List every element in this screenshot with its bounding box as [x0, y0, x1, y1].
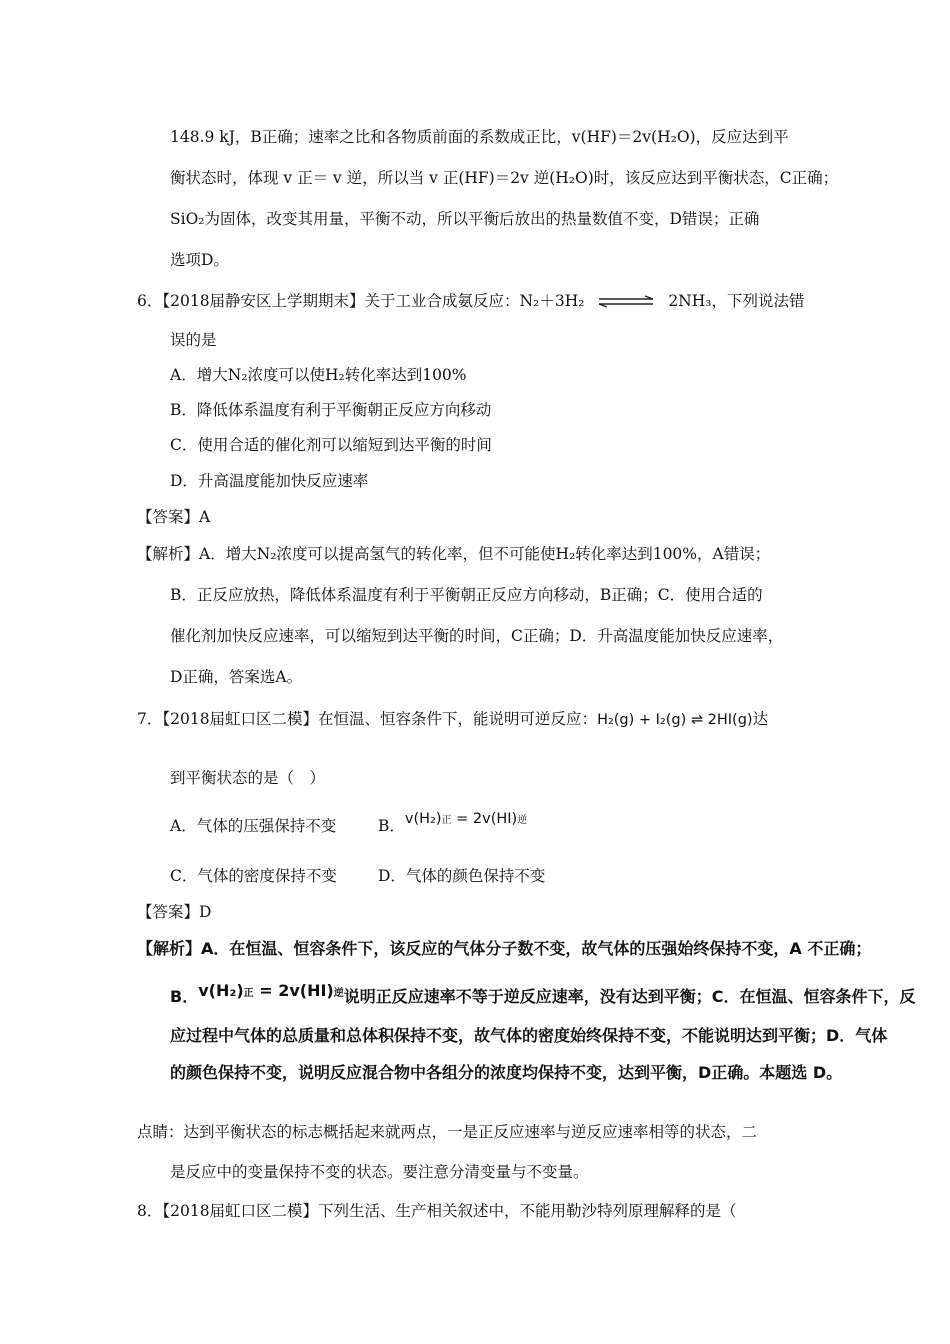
question-6-stem-a: 6．【2018届静安区上学期期末】关于工业合成氨反应：N₂＋3H₂	[137, 292, 585, 310]
option-b-label: B．	[378, 817, 405, 835]
formula-part: v(H₂)	[404, 811, 442, 827]
option-a: A．气体的压强保持不变	[170, 817, 337, 835]
formula-subscript: 正	[243, 988, 254, 999]
question-7-stem	[137, 708, 768, 731]
explanation-line: 【解析】A．在恒温、恒容条件下，该反应的气体分子数不变，故气体的压强始终保持不变，A 不正确；	[137, 939, 872, 958]
text-line: 选项D。	[170, 251, 229, 269]
note-line: 点睛：达到平衡状态的标志概括起来就两点，一是正反应速率与逆反应速率相等的状态，二	[137, 1123, 758, 1141]
question-7-stem-b: 达	[752, 710, 769, 728]
option-a: A．增大N₂浓度可以使H₂转化率达到100%	[170, 366, 467, 384]
option-c: C．气体的密度保持不变	[170, 867, 337, 885]
option-c: C．使用合适的催化剂可以缩短到达平衡的时间	[170, 436, 492, 454]
explanation-line: 【解析】A．增大N₂浓度可以提高氢气的转化率，但不可能使H₂转化率达到100%，A错误；	[137, 545, 771, 563]
question-8-stem: 8．【2018届虹口区二模】下列生活、生产相关叙述中，不能用勒沙特列原理解释的是（	[137, 1202, 737, 1220]
formula-subscript: 逆	[333, 988, 344, 999]
text-line: 148.9 kJ，B正确；速率之比和各物质前面的系数成正比，v(HF)＝2v(H₂O)，反应达到平	[170, 128, 789, 146]
explanation-line	[170, 981, 916, 1011]
explanation-line: 应过程中气体的总质量和总体积保持不变，故气体的密度始终保持不变，不能说明达到平衡；D．气体	[170, 1026, 888, 1045]
answer: 【答案】D	[137, 903, 212, 921]
equilibrium-arrow-icon	[597, 295, 655, 309]
question-6-stem-cont: 误的是	[170, 331, 217, 349]
question-7-stem-a: 7．【2018届虹口区二模】在恒温、恒容条件下，能说明可逆反应：	[137, 710, 598, 728]
explanation-line: B．正反应放热，降低体系温度有利于平衡朝正反应方向移动，B正确；C．使用合适的	[170, 586, 763, 604]
explanation-line: 的颜色保持不变，说明反应混合物中各组分的浓度均保持不变，达到平衡，D正确。本题选 D。	[170, 1063, 843, 1082]
explanation-b-label: B．	[170, 987, 199, 1006]
option-b: B．降低体系温度有利于平衡朝正反应方向移动	[170, 401, 492, 419]
text-line: 衡状态时，体现 v 正＝ v 逆，所以当 v 正(HF)＝2v 逆(H₂O)时，该反应达到平衡状态，C正确；	[170, 169, 839, 187]
explanation-line: D正确，答案选A。	[170, 668, 303, 686]
formula-part: v(H₂)	[198, 981, 244, 1000]
option-b-formula	[405, 811, 527, 827]
formula-subscript: 逆	[517, 815, 528, 826]
option-b	[378, 811, 528, 840]
explanation-line: 催化剂加快反应速率，可以缩短到达平衡的时间，C正确；D．升高温度能加快反应速率，	[170, 627, 784, 645]
reaction-equation: H₂(g) + I₂(g) ⇌ 2HI(g)	[597, 712, 753, 728]
text-line: SiO₂为固体，改变其用量，平衡不动，所以平衡后放出的热量数值不变，D错误；正确	[170, 210, 760, 228]
question-7-stem-cont: 到平衡状态的是（ ）	[170, 769, 326, 787]
option-d: D．升高温度能加快反应速率	[170, 472, 369, 490]
formula-part: = 2v(HI)	[253, 981, 334, 1000]
answer: 【答案】A	[137, 508, 211, 526]
formula-subscript: 正	[441, 815, 452, 826]
question-6-stem	[137, 290, 804, 312]
option-d: D．气体的颜色保持不变	[378, 867, 546, 885]
note-line: 是反应中的变量保持不变的状态。要注意分清变量与不变量。	[170, 1163, 589, 1181]
explanation-rest: 说明正反应速率不等于逆反应速率，没有达到平衡；C．在恒温、恒容条件下，反	[343, 987, 916, 1006]
explanation-formula	[198, 981, 344, 1000]
question-6-stem-b: 2NH₃，下列说法错	[668, 292, 805, 310]
formula-part: = 2v(HI)	[451, 811, 518, 827]
